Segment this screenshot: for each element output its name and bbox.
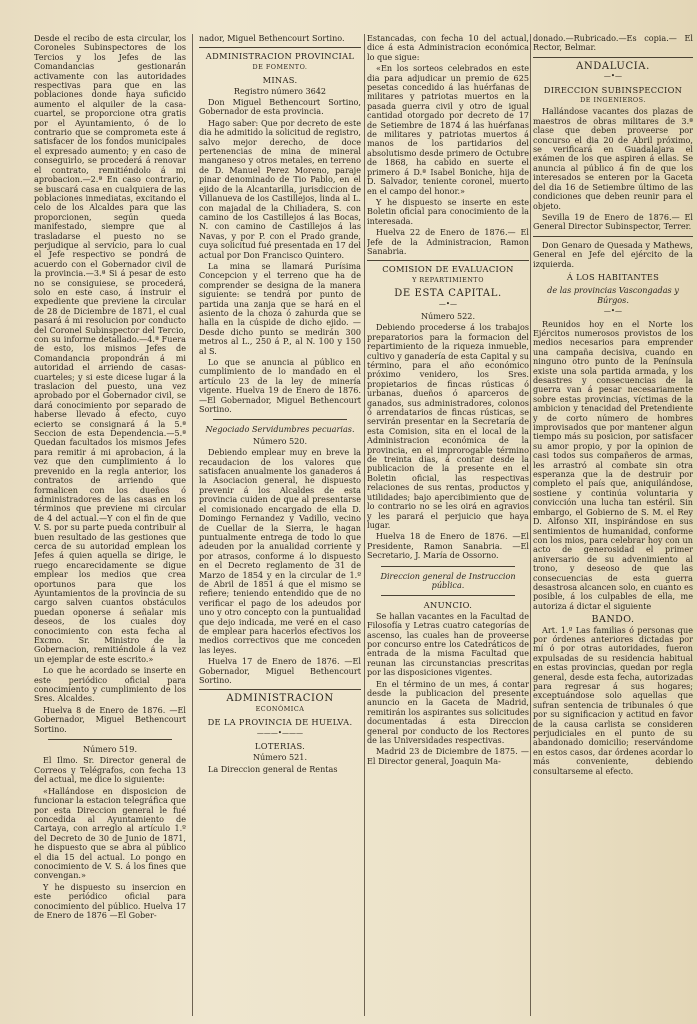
mine-description: La mina se llamará Purísima Concepcion y el terreno que ha de comprender se designa de la manera siguiente: se tendrá por punto de partida una zanja que se hará en el asiento de la choza ó zahurda que se halla en la cúspide de dicho ejido. — Desde dicho punto se medirán 300 metros al L., 250 á P., al N. 100 y 150 al S. (199, 260, 361, 356)
section-heading: DE LA PROVINCIA DE HUELVA. (207, 717, 353, 728)
section-heading: DE ESTA CAPITAL. (394, 288, 502, 300)
engineers-notice: Hallándose vacantes dos plazas de maestros de obras militares de 3.ª clase que deben proveerse por concurso el dia 20 de Abril próximo, se verificará en Guadalajara el exámen de los que aspiren á ellas. Se anuncia al público á fin de que los interesados se enteren por la Gaceta del dia 16 de Setiembre último de las condiciones que deben reunir para el objeto. (533, 106, 693, 211)
section-subheading: ECONÓMICA (255, 704, 305, 713)
continued-signature: nador, Miguel Bethencourt Sortino. (199, 34, 345, 43)
section-italic-heading: Direccion general de Instruccion pública. (380, 570, 516, 590)
registry-number: Registro número 3642 (233, 85, 327, 96)
column-divider (364, 34, 365, 1016)
signature-governor: Huelva 8 de Enero de 1876. —El Gobernador, Miguel Bethencourt Sortino. (34, 704, 186, 734)
pecuarias-notice: Debiendo emplear muy en breve la recaudacion de los valores que satisfacen anualmente los ganaderos á la Asociacion general, he dispuesto prevenir á los Alcaldes de esta provincia cuiden de que al presentarse el comisionado encargado de ella D. Domingo Fernandez y Vadillo, vecino de Cuellar de la Sierra, le hagan puntualmente entrega de todo lo que adeuden por la anualidad corriente y por atrasos, conforme á lo dispuesto en el Decreto reglamento de 31 de Marzo de 1854 y en la circular de 1.º de Abril de 1851 á que el mismo se refiere; teniendo entendido que de no verificar el pago de los adeudos por uno y otro concepto con la puntualidad que dejo indicada, me veré en el caso de emplear para hacerlos efectivos los medios correctivos que me conceden las leyes. (199, 447, 361, 655)
separator-rule (213, 419, 347, 420)
vacancy-signature: Madrid 23 de Diciembre de 1875. —El Director general, Joaquin Ma- (367, 746, 529, 766)
evaluation-signature: Huelva 18 de Enero de 1876. —El Presidente, Ramon Sanabria. —El Secretario, J. María de Ossorno. (367, 531, 529, 561)
column-3 (367, 34, 529, 1016)
separator-rule (381, 566, 515, 567)
insertion-note: Lo que he acordado se inserte en este periódico oficial para conocimiento y cumplimiento de los Sres. Alcaldes. (34, 665, 186, 704)
ornament: —•— (438, 299, 458, 308)
section-heading: ADMINISTRACION PROVINCIAL (205, 51, 355, 62)
governor-intro: Don Miguel Bethencourt Sortino, Gobernador de esta provincia. (199, 97, 361, 117)
section-heading: ANUNCIO. (423, 600, 473, 611)
section-heading: BANDO. (591, 614, 635, 626)
vacancy-notice: Se hallan vacantes en la Facultad de Filosofía y Letras cuatro categorías de ascenso, las cuales han de proveerse por concurso entre los Catedráticos de entrada de la misma Facultad que reunan las circunstancias prescritas por las disposiciones vigentes. (367, 610, 529, 678)
loteria-quote: «En los sorteos celebrados en este dia para adjudicar un premio de 625 pesetas concedido á las huérfanas de militares y patriotas muertos en la pasada guerra civil y otro de igual cantidad otorgado por decreto de 17 de Setiembre de 1874 á las huérfanas de militares y patriotas muertos á manos de los partidarios del absolutismo desde primero de Octubre de 1868, ha cabido en suerte el primero á D.ª Isabel Boniche, hija de D. Salvador, teniente coronel, muerto en el campo del honor.» (367, 63, 529, 196)
separator-rule (533, 236, 693, 237)
mine-closing: Lo que se anuncia al público en cumplimiento de lo mandado en el artículo 23 de la ley de minería vigente. Huelva 19 de Enero de 1876. —El Gobernador, Miguel Bethencourt Sortino. (199, 357, 361, 415)
item-number: Número 521. (252, 752, 308, 763)
section-heading: LOTERIAS. (254, 741, 306, 752)
proclamation-text: Reunidos hoy en el Norte los Ejércitos numerosos provistos de los medios necesarios para emprender una campaña decisiva, cuando en ninguno otro punto de la Península existe una sola partida armada, y los desastres y consecuencias de la guerra van á pesar necesariamente sobre estas provincias, víctimas de la ambicion y tenacidad del Pretendiente y de corto número de hombres improvisados que por mantener algun tiempo más su posicion, por satisfacer su amor propio, y por la opinion de casi todos sus compañeros de armas, les arrastró al combate sin otra esperanza que la de destruir por completo el país que, aniquilándose, sostiene y continúa voluntaria y convicción una lucha tan estéril. Sin embargo, el Gobierno de S. M. el Rey D. Alfonso XII, inspirándose en sus sentimientos de humanidad, conforme con los mios, para celebrar hoy con un acto de generosidad el primer aniversario de su advenimiento al trono, y deseoso de que las consecuencias de esta guerra desastrosa alcancen solo, en cuanto es posible, á los culpables de ella, me autoriza á dictar el siguiente (533, 318, 693, 611)
loteria-signature: Huelva 22 de Enero de 1876.— El Jefe de la Administracion, Ramon Sanabria. (367, 227, 529, 256)
separator-rule (533, 57, 693, 58)
ornament: —•— (603, 307, 623, 316)
ornament: —•— (603, 72, 623, 81)
mine-notice: Hago saber: Que por decreto de este dia he admitido la solicitud de registro, salvo mejor derecho, de doce pertenencias de mina de mineral manganeso y otros metales, en terreno de D. Manuel Perez Moreno, paraje pinar denominado de Tio Pablo, en el ejido de la Alcantarilla, jurisdiccion de Villanueva de los Castillejos, linda al L. con majadal de la Chiliadera, S. con camino de los Castillejos á las Bocas, N. con camino de Castillejos á las Navas, y por P. con el Prado grande, cuya solicitud fué presentada en 17 del actual por Don Francisco Quintero. (199, 117, 361, 260)
section-subheading: DE FOMENTO. (252, 62, 308, 71)
section-italic-heading: Negociado Servidumbres pecuarias. (205, 424, 355, 435)
separator-rule (367, 260, 529, 261)
section-heading: Á LOS HABITANTES (566, 271, 660, 282)
section-heading: ANDALUCIA. (576, 60, 650, 72)
section-heading: ADMINISTRACION (226, 693, 334, 705)
item-number: Número 519. (82, 744, 138, 755)
telegraph-intro: El Ilmo. Sr. Director general de Correos y Telégrafos, con fecha 13 del actual, me dice lo siguiente: (34, 755, 186, 785)
section-italic-heading: de las provincias Vascongadas y Búrgos. (547, 285, 679, 305)
loteria-insertion: Y he dispuesto se inserte en este Boletin oficial para conocimiento de la interesada. (367, 196, 529, 226)
section-heading: DIRECCION SUBINSPECCION (543, 84, 683, 95)
continued-signature: donado.—Rubricado.—Es copia.— El Rector, Belmar. (533, 34, 693, 53)
section-heading: COMISION DE EVALUACION (382, 264, 514, 275)
pecuarias-closing: Huelva 17 de Enero de 1876. —El Gobernador, Miguel Bethencourt Sortino. (199, 656, 361, 685)
loteria-continued: Estancadas, con fecha 10 del actual, dice á esta Administracion económica lo que sigue: (367, 34, 529, 62)
circular-text: Desde el recibo de esta circular, los Coroneles Subinspectores de los Tercios y los Jefes de las Comandancias gestionarán activamente con las autoridades respectivas para que en las poblaciones donde haya suficido aumento el alquiler de la casa-cuartel, se proporcione otra gratis por el Ayuntamiento, ó de lo contrario que se comprometa este á satisfacer de los fondos municipales el expresado aumento; y en caso de conseguirlo, se procederá á renovar el contrato, remitiéndolo á mi aprobacion.—2.ª En caso contrario, se buscará casa en cualquiera de las poblaciones inmediatas, excitando el celo de los Alcaldes para que las proporcionen, según queda manifestado, siempre que al trasladarse el puesto no se perjudique al servicio, para lo cual el Jefe respectivo se pondrá de acuerdo con el Gobernador civil de la provincia.—3.ª Si á pesar de esto no se consiguiese, se procederá, solo en este caso, á instruir el expediente que previene la circular de 28 de Diciembre de 1871, el cual pasará á mi resolucion por conducto del Coronel Subinspector del Tercio, con su informe detallado.—4.ª Fuera de esto, los mismos Jefes de Comandancia propondrán á mi autoridad el arriendo de casas-cuarteles; y si este dicese lugar á la traslacion del puesto, una vez aprobado por el Gobernador civil, se dará conocimiento por separado de haberse llevado á efecto, cuyo ecierto se consignará á la 5.ª Seccion de esta Dependencia.—5.ª Quedan facultados los mismos Jefes para remitir á mi aprobacion, á la vez que den cumplimiento á lo prevenido en la regla anterior, los contratos de arriendo que formalicen con los dueños ó administradores de las casas en los términos que previene mi circular de 4 del actual.—Y con el fin de que V. S. por su parte pueda contribuir al buen resultado de las gestiones que cerca de su autoridad emplean los Jefes á quien aquella se dirige, le ruego encarecidamente se digue emplear los medios que crea oportunos para que los Ayuntamientos de la provincia de su cargo salven cuantos obstáculos puedan oponerse á señalar mis deseos, de los cuales doy conocimiento con esta fecha al Excmo. Sr. Ministro de la Gobernacion, remitiéndole á la vez un ejemplar de este escrito.» (34, 34, 186, 664)
item-number: Número 520. (252, 435, 308, 446)
telegraph-closing: Y he dispuesto su insercion en este periódico oficial para conocimiento del público. Huelva 17 de Enero de 1876 —El Gober- (34, 881, 186, 920)
separator-rule (199, 689, 361, 690)
separator-rule (48, 739, 172, 740)
bando-article: Art. 1.º Las familias ó personas que por órdenes anteriores dictadas por mí ó por otras autoridades, fueron expulsadas de su residencia habitual en estas provincias, quedan por regla general, desde esta fecha, autorizadas para regresar á sus hogares; exceptuándose solo aquellas que sufran sentencia de tribunales ó que por su significacion y actitud en favor de la causa carlista se consideren perjudiciales en el punto de su abandonado domicilio; reservándome en estos casos, dar órdenes acordar lo más conveniente, debiendo consultarseme al efecto. (533, 624, 693, 776)
ornament: ———•——— (256, 728, 304, 737)
column-4 (533, 34, 693, 1016)
loteria-intro: La Direccion general de Rentas (208, 763, 338, 774)
column-2 (199, 34, 361, 1016)
column-divider (530, 34, 531, 1016)
vacancy-terms: En el término de un mes, á contar desde la publicacion del presente anuncio en la Gaceta de Madrid, remitirán los aspirantes sus solicitudes documentadas á esta Direccion general por conducto de los Rectores de las Universidades respectivas. (367, 678, 529, 746)
column-1 (34, 34, 186, 1016)
section-subheading: Y REPARTIMIENTO (412, 275, 484, 284)
separator-rule (199, 47, 361, 48)
section-subheading: DE INGENIEROS. (580, 96, 646, 105)
separator-rule (381, 595, 515, 596)
general-intro: Don Genaro de Quesada y Mathews, General en Jefe del ejército de la izquierda. (533, 239, 693, 269)
evaluation-notice: Debiendo procederse á los trabajos preparatorios para la formacion del repartimiento de la riqueza inmueble, cultivo y ganadería de esta Capital y su término, para el año económico próximo venidero, los Sres. propietarios de fincas rústicas ó urbanas, dueños ó aparceros de ganados, sus administradores, colonos ó arrendatarios de fincas rústicas, se servirán presentar en la Secretaría de esta Comision, sita en el local de la Administracion económica de la provincia, en el improrogable término de treinta dias, á contar desde la publicacion de la presente en el Boletin oficial, las respectivas relaciones de sus rentas, productos y utilidades; bajo apercibimiento que de lo contrario no se les oirá en agravios y les parará el perjuicio que haya lugar. (367, 322, 529, 530)
column-divider (192, 34, 193, 1016)
item-number: Número 522. (420, 310, 476, 321)
engineers-signature: Sevilla 19 de Enero de 1876.— El General Director Subinspector, Terrer. (533, 211, 693, 232)
section-heading: MINAS. (262, 75, 298, 86)
telegraph-quote: «Hallándose en disposicion de funcionar la estacion telegráfica que por esta Direccion general le fué concedida al Ayuntamiento de Cartaya, con arreglo al artículo 1.º del Decreto de 30 de Junio de 1871, he dispuesto que se abra al público el dia 15 del actual. Lo pongo en conocimiento de V. S. á los fines que convengan.» (34, 785, 186, 881)
